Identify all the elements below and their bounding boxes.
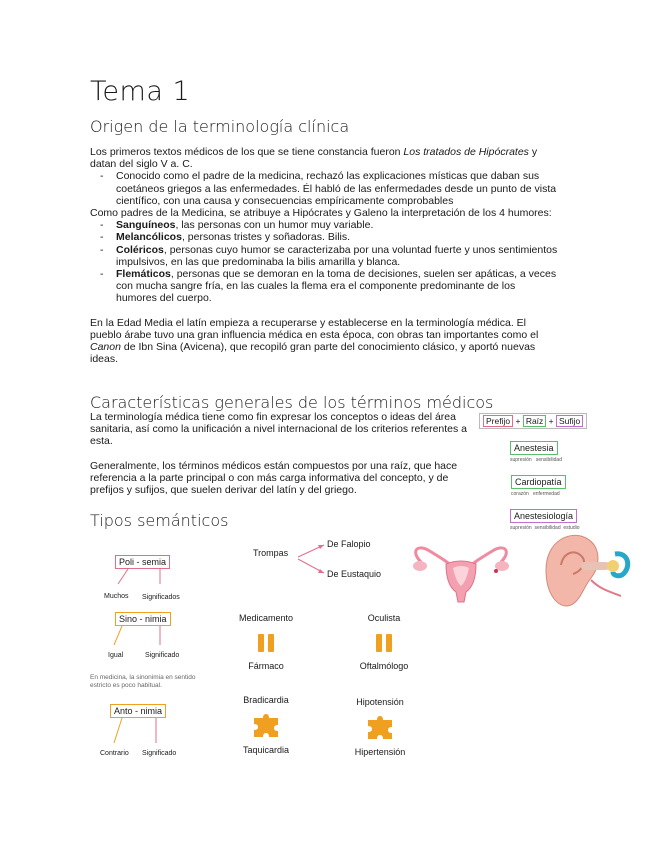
edad-media-italic: Canon <box>90 341 121 354</box>
example-word: Anestesiología <box>510 509 577 523</box>
caracteristicas-para1: La terminología médica tiene como fin expresar los conceptos o ideas del área sanitaria, así como la unificación a nivel internacional de los criterios referentes a esta. <box>90 411 468 448</box>
part: supresión <box>510 525 532 531</box>
trompas-top: De Falopio <box>327 539 371 549</box>
humor-item <box>90 231 558 243</box>
trompas-center: Trompas <box>253 548 289 558</box>
part: enfermedad <box>532 491 560 497</box>
term-structure-figure <box>479 411 604 531</box>
section-heading-tipos: Tipos semánticos <box>90 511 229 530</box>
ant-bottom: Taquicardia <box>242 745 290 755</box>
humores-list <box>90 219 558 304</box>
ant-top: Hipotensión <box>356 697 404 707</box>
polisemia-word: Poli - semia <box>115 555 170 569</box>
ant-top: Bradicardia <box>243 695 289 705</box>
part: estudio <box>563 525 580 531</box>
formula-box <box>479 413 587 429</box>
antonimia-left: Contrario <box>100 750 129 757</box>
example-word: Cardiopatía <box>511 475 566 489</box>
polisemia-diagram <box>100 552 200 607</box>
polisemia-left: Muchos <box>104 593 129 600</box>
syn-pair-medicamento <box>226 613 306 673</box>
intro-text-end: y datan del siglo V a. C. <box>90 146 538 171</box>
antonimia-word: Anto - nimia <box>110 704 166 718</box>
puzzle-icon <box>251 713 281 739</box>
humor-name: Flemáticos <box>116 268 171 281</box>
formula-plus: + <box>548 416 554 426</box>
example-cardiopatia <box>511 472 604 499</box>
hipocrates-item: - Conocido como el padre de la medicina, rechazó las explicaciones místicas que daban sus coetáneos griegos a las enfermedades. Él habló de las enfermedades desde un punto de vista científico, con una causa y consecuencias empíricamente comprobables <box>90 170 558 207</box>
caracteristicas-para2: Generalmente, los términos médicos están compuestos por una raíz, que hace referencia a la parte principal o con más carga informativa del concepto, y de prefijos y sufijos, que suelen derivar del latín y del griego. <box>90 459 458 497</box>
formula-suffix: Sufijo <box>556 415 583 427</box>
section2-body <box>90 411 468 496</box>
example-word: Anestesia <box>510 441 558 455</box>
syn-pair-oculista <box>344 613 424 673</box>
antonimia-right: Significado <box>142 750 177 757</box>
section-heading-origen: Origen de la terminología clínica <box>90 117 350 136</box>
humor-item <box>90 219 558 231</box>
sinonimia-right: Significado <box>145 652 180 659</box>
example-parts <box>510 456 604 465</box>
edad-media-text-end: de Ibn Sina (Avicena), que recopiló gran parte del conocimiento clásico, y aportó nuevas ideas. <box>90 341 536 366</box>
intro-text: Los primeros textos médicos de los que se tiene constancia fueron <box>90 146 404 158</box>
part: supresión <box>510 457 532 463</box>
humores-intro: Como padres de la Medicina, se atribuye a Hipócrates y Galeno la interpretación de los 4 humores: <box>90 207 552 220</box>
page-title: Tema 1 <box>90 76 191 107</box>
humor-item <box>90 268 558 305</box>
polisemia-right: Significados <box>142 594 180 601</box>
example-anestesiologia <box>510 506 604 533</box>
humor-name: Coléricos <box>116 243 164 256</box>
ear-illustration <box>541 530 631 610</box>
ant-pair-hipotension <box>340 697 420 763</box>
sinonimia-left: Igual <box>108 652 124 659</box>
syn-top: Medicamento <box>238 613 294 623</box>
humor-name: Sanguíneos <box>116 219 176 232</box>
formula-prefix: Prefijo <box>483 415 513 427</box>
trompas-diagram <box>250 535 390 585</box>
humor-item <box>90 244 558 268</box>
syn-bottom: Oftalmólogo <box>359 661 409 671</box>
trompas-bottom: De Eustaquio <box>327 569 382 579</box>
edad-media-text: En la Edad Media el latín empieza a recuperarse y establecerse en la terminología médica. El pueblo árabe tuvo una gran influencia médica en esta época, con obras tan importantes como el <box>90 316 539 341</box>
part: corazón <box>511 491 529 497</box>
humor-text: , personas que se demoran en la toma de decisiones, suelen ser apáticas, a veces con mucha sangre fría, en las cuales la flema era el componente predominante de los humores del cuerpo. <box>116 268 557 305</box>
sinonimia-diagram <box>100 609 200 664</box>
syn-top: Oculista <box>367 613 401 623</box>
equal-bars-icon <box>256 632 276 654</box>
formula-root: Raíz <box>523 415 546 427</box>
puzzle-icon <box>365 715 395 741</box>
humor-text: , personas cuyo humor se caracterizaba por una voluntad fuerte y unos sentimientos impulsivos, en las que predominaba la bilis amarilla y blanca. <box>116 243 558 268</box>
hipocrates-list <box>90 170 558 207</box>
ant-bottom: Hipertensión <box>354 747 406 757</box>
section-heading-caracteristicas: Características generales de los términos médicos <box>90 393 494 412</box>
formula-plus: + <box>515 416 521 426</box>
trompas-arrows <box>250 535 390 585</box>
humor-text: , las personas con un humor muy variable. <box>175 219 374 232</box>
syn-bottom: Fármaco <box>248 661 284 671</box>
example-parts <box>511 490 604 499</box>
antonimia-diagram <box>100 701 200 761</box>
section1-body <box>90 146 558 365</box>
sinonimia-note: En medicina, la sinonimia en sentido estricto es poco habitual. <box>90 674 196 689</box>
humor-text: , personas tristes y soñadoras. Bilis. <box>181 231 351 244</box>
humor-name: Melancólicos <box>116 231 182 244</box>
example-anestesia <box>510 438 604 465</box>
intro-italic: Los tratados de Hipócrates <box>403 146 529 158</box>
part: sensibilidad <box>534 525 561 531</box>
intro-paragraph <box>90 146 558 170</box>
part: sensibilidad <box>535 457 562 463</box>
equal-bars-icon <box>374 632 394 654</box>
uterus-illustration <box>406 540 516 605</box>
edad-media-paragraph <box>90 317 558 366</box>
sinonimia-word: Sino - nimia <box>115 612 171 626</box>
ant-pair-bradicardia <box>226 695 306 761</box>
